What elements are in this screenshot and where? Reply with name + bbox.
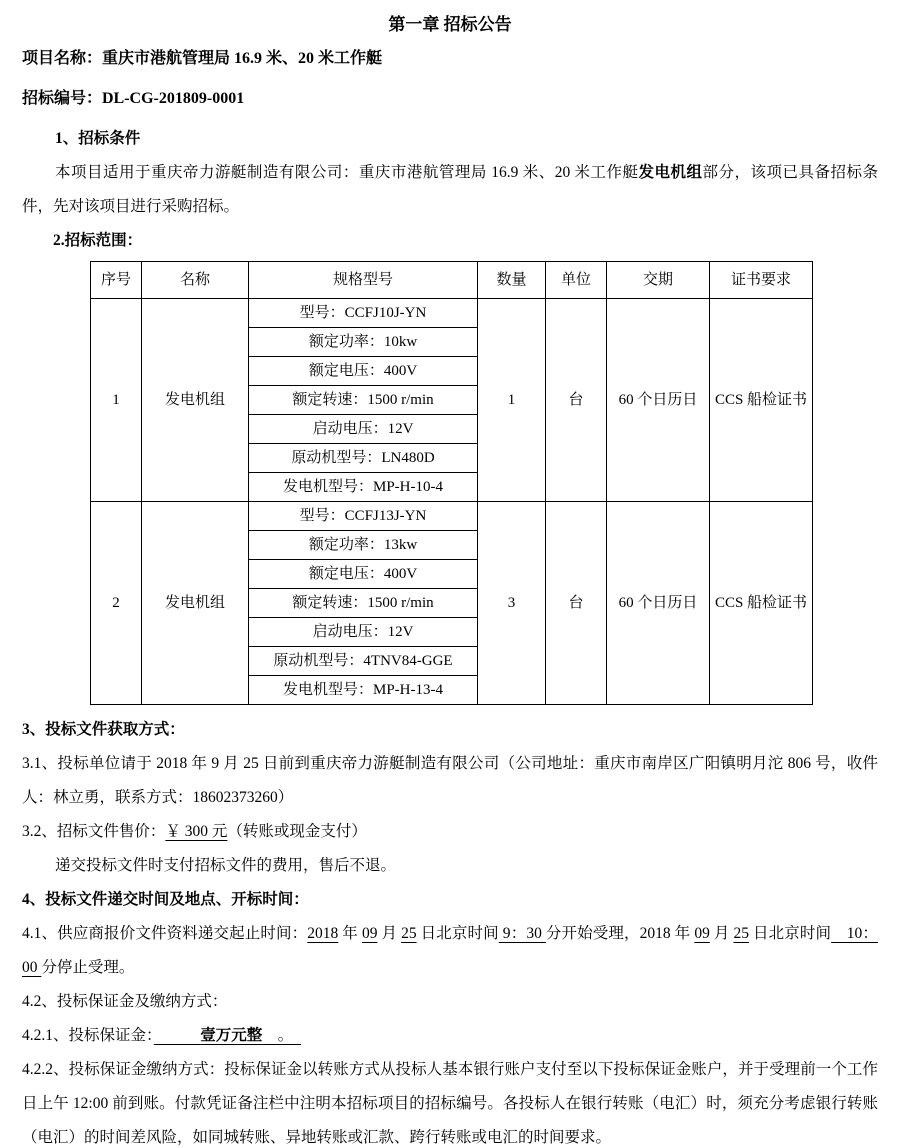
text-segment: 分停止受理。 <box>41 959 135 976</box>
tender-number-line: 招标编号：DL-CG-201809-0001 <box>22 90 245 107</box>
text-segment: 25 <box>733 925 749 942</box>
spec-cell: 原动机型号：LN480D <box>249 444 478 473</box>
spec-cell: 型号：CCFJ13J-YN <box>249 502 478 531</box>
spec-cell: 型号：CCFJ10J-YN <box>249 299 478 328</box>
spec-cell: 额定功率：13kw <box>249 531 478 560</box>
text-segment: 25 <box>401 925 417 942</box>
text-segment: 分开始受理，2018 年 <box>545 925 695 942</box>
column-header: 规格型号 <box>249 262 478 299</box>
section3-item-31: 3.1、投标单位请于 2018 年 9 月 25 日前到重庆帝力游艇制造有限公司（公司地址：重庆市南岸区广阳镇明月沱 806 号，收件人：林立勇，联系方式：18602373260） <box>22 755 878 806</box>
text-segment: （转账或现金支付） <box>227 823 367 840</box>
column-header: 数量 <box>478 262 546 299</box>
spec-cell: 发电机型号：MP-H-13-4 <box>249 676 478 705</box>
column-header: 单位 <box>546 262 607 299</box>
section1-body <box>22 156 878 224</box>
table-row <box>91 502 813 531</box>
column-header: 证书要求 <box>710 262 813 299</box>
name-cell: 发电机组 <box>142 299 249 502</box>
text-segment: 本项目适用于重庆帝力游艇制造有限公司：重庆市港航管理局 16.9 米、20 米工作艇 <box>55 164 639 181</box>
text-segment: 09 <box>694 925 710 942</box>
column-header: 名称 <box>142 262 249 299</box>
text-segment: 月 <box>377 925 402 942</box>
certificate-cell: CCS 船检证书 <box>710 299 813 502</box>
section4-item-41 <box>22 917 878 985</box>
qty-cell: 1 <box>478 299 546 502</box>
column-header: 交期 <box>607 262 710 299</box>
header-row <box>91 262 813 299</box>
spec-cell: 额定转速：1500 r/min <box>249 386 478 415</box>
qty-cell: 3 <box>478 502 546 705</box>
text-segment: ￥ 300 元 <box>165 823 228 840</box>
scope-table-body <box>91 299 813 705</box>
text-segment <box>154 1027 201 1044</box>
section3-note: 递交投标文件时支付招标文件的费用，售后不退。 <box>55 857 397 874</box>
section2-heading: 2.招标范围： <box>53 232 143 249</box>
text-segment: 9：30 <box>498 925 546 942</box>
spec-cell: 额定电压：400V <box>249 357 478 386</box>
text-segment: 4.2.1、投标保证金： <box>22 1027 154 1044</box>
text-segment: 3.2、招标文件售价： <box>22 823 166 840</box>
seq-cell: 2 <box>91 502 142 705</box>
text-segment: 壹万元整 <box>200 1027 263 1044</box>
text-segment: 部分，该项已具备招标条件，先对该项目进行采购招标。 <box>22 164 878 215</box>
spec-cell: 额定转速：1500 r/min <box>249 589 478 618</box>
text-segment: 月 <box>709 925 734 942</box>
unit-cell: 台 <box>546 299 607 502</box>
section4-heading: 4、投标文件递交时间及地点、开标时间： <box>22 891 309 908</box>
spec-cell: 启动电压：12V <box>249 618 478 647</box>
scope-table-header <box>91 262 813 299</box>
section3-item-32 <box>22 815 878 849</box>
delivery-cell: 60 个日历日 <box>607 502 710 705</box>
spec-cell: 额定电压：400V <box>249 560 478 589</box>
section3-heading: 3、投标文件获取方式： <box>22 721 185 738</box>
spec-cell: 启动电压：12V <box>249 415 478 444</box>
text-segment: 09 <box>361 925 378 942</box>
spec-cell: 额定功率：10kw <box>249 328 478 357</box>
name-cell: 发电机组 <box>142 502 249 705</box>
seq-cell: 1 <box>91 299 142 502</box>
text-segment: 年 <box>338 925 362 942</box>
table-row <box>91 299 813 328</box>
text-segment: 日北京时间 <box>748 925 832 942</box>
unit-cell: 台 <box>546 502 607 705</box>
chapter-title: 第一章 招标公告 <box>388 15 512 34</box>
section4-item-42: 4.2、投标保证金及缴纳方式： <box>22 993 228 1010</box>
spec-cell: 发电机型号：MP-H-10-4 <box>249 473 478 502</box>
column-header: 序号 <box>91 262 142 299</box>
section4-item-422: 4.2.2、投标保证金缴纳方式：投标保证金以转账方式从投标人基本银行账户支付至以下投标保证金账户，并于受理前一个工作日上午 12:00 前到账。付款凭证备注栏中注明本招标项目的招标编号。各投标人在银行转账（电汇）时，须充分考虑银行转账（电汇）的时间差风险，如同城转账、异地转账或汇款、跨行转账或电汇的时间要求。 <box>22 1061 878 1146</box>
section4-item-421 <box>22 1019 878 1053</box>
text-segment: 。 <box>262 1027 302 1044</box>
text-segment: 日北京时间 <box>416 925 499 942</box>
certificate-cell: CCS 船检证书 <box>710 502 813 705</box>
scope-table <box>90 261 813 705</box>
text-segment: 4.1、供应商报价文件资料递交起止时间： <box>22 925 308 942</box>
delivery-cell: 60 个日历日 <box>607 299 710 502</box>
text-segment: 2018 <box>307 925 339 942</box>
text-segment: 10：00 <box>22 925 878 976</box>
text-segment: 发电机组 <box>638 164 703 181</box>
section1-heading: 1、招标条件 <box>55 130 141 147</box>
project-name-line: 项目名称：重庆市港航管理局 16.9 米、20 米工作艇 <box>22 50 383 67</box>
spec-cell: 原动机型号：4TNV84-GGE <box>249 647 478 676</box>
